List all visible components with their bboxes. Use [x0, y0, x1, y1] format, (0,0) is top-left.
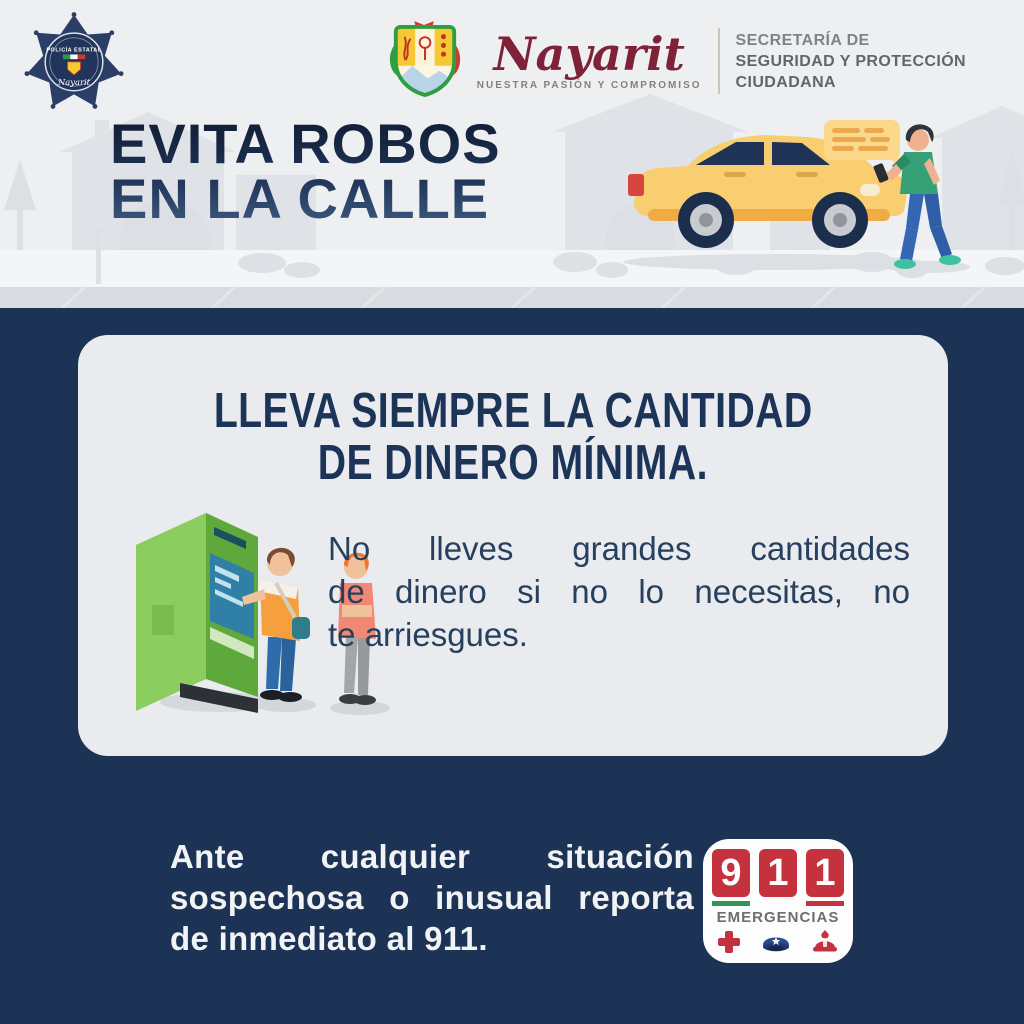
- header-section: [0, 0, 1024, 308]
- car-wheel-icon: [812, 192, 868, 248]
- badge-flag-icon: [63, 55, 85, 60]
- card-heading-line2: DE DINERO MÍNIMA.: [317, 436, 709, 490]
- card-heading: [78, 385, 948, 489]
- brand-script-text: Nayarit: [493, 27, 685, 81]
- card-body-line3: te arriesgues.: [328, 616, 528, 653]
- secretariat-line3: CIUDADANA: [735, 73, 837, 91]
- secretariat-line2: SEGURIDAD Y PROTECCIÓN: [735, 52, 966, 70]
- firefighter-helmet-icon: [812, 930, 838, 954]
- footer-message-line2: sospechosa o inusual reporta: [170, 879, 694, 916]
- divider: [718, 28, 720, 94]
- flag-bar-red: [806, 901, 844, 906]
- police-badge-icon: [22, 6, 126, 116]
- flag-bars: [712, 901, 844, 906]
- emergency-digits: [712, 849, 844, 897]
- flag-bar-white: [759, 901, 797, 906]
- atm-machine-icon: [136, 513, 258, 713]
- card-heading-line1: LLEVA SIEMPRE LA CANTIDAD: [213, 384, 813, 438]
- police-cap-icon: [760, 932, 792, 952]
- digit-1: 1: [759, 849, 797, 897]
- street: [0, 287, 1024, 308]
- footer-message-line3: de inmediato al 911.: [170, 920, 488, 957]
- emergency-icons: [718, 930, 838, 954]
- card-body-text: [328, 527, 910, 656]
- badge-script-text: Nayarit: [58, 77, 90, 88]
- page-title-line2: EN LA CALLE: [110, 167, 490, 230]
- card-body-line1: No lleves grandes cantidades: [328, 530, 910, 567]
- car-wheel-icon: [678, 192, 734, 248]
- coat-of-arms-icon: [389, 18, 461, 104]
- secretariat-text: [736, 30, 966, 93]
- footer-message-line1: Ante cualquier situación: [170, 838, 694, 875]
- brand-tagline: NUESTRA PASIÓN Y COMPROMISO: [476, 80, 702, 91]
- emergencias-label: EMERGENCIAS: [716, 909, 840, 926]
- badge-arc-text: POLICÍA ESTATAL: [46, 47, 102, 54]
- digit-1: 1: [806, 849, 844, 897]
- body-section: [0, 308, 1024, 1024]
- footer-message: [170, 836, 694, 959]
- government-logo-block: [389, 18, 966, 104]
- secretariat-line1: SECRETARÍA DE: [735, 31, 870, 49]
- page-title-line1: EVITA ROBOS: [110, 112, 501, 175]
- flag-bar-green: [712, 901, 750, 906]
- brand-column: [476, 27, 702, 91]
- tip-card: [78, 335, 948, 756]
- emergency-911-badge: [703, 839, 853, 963]
- page-title: [110, 112, 501, 230]
- digit-9: 9: [712, 849, 750, 897]
- street-scene-illustration: [608, 112, 976, 287]
- card-body-line2: de dinero si no lo necesitas, no: [328, 573, 910, 610]
- red-cross-icon: [718, 931, 740, 953]
